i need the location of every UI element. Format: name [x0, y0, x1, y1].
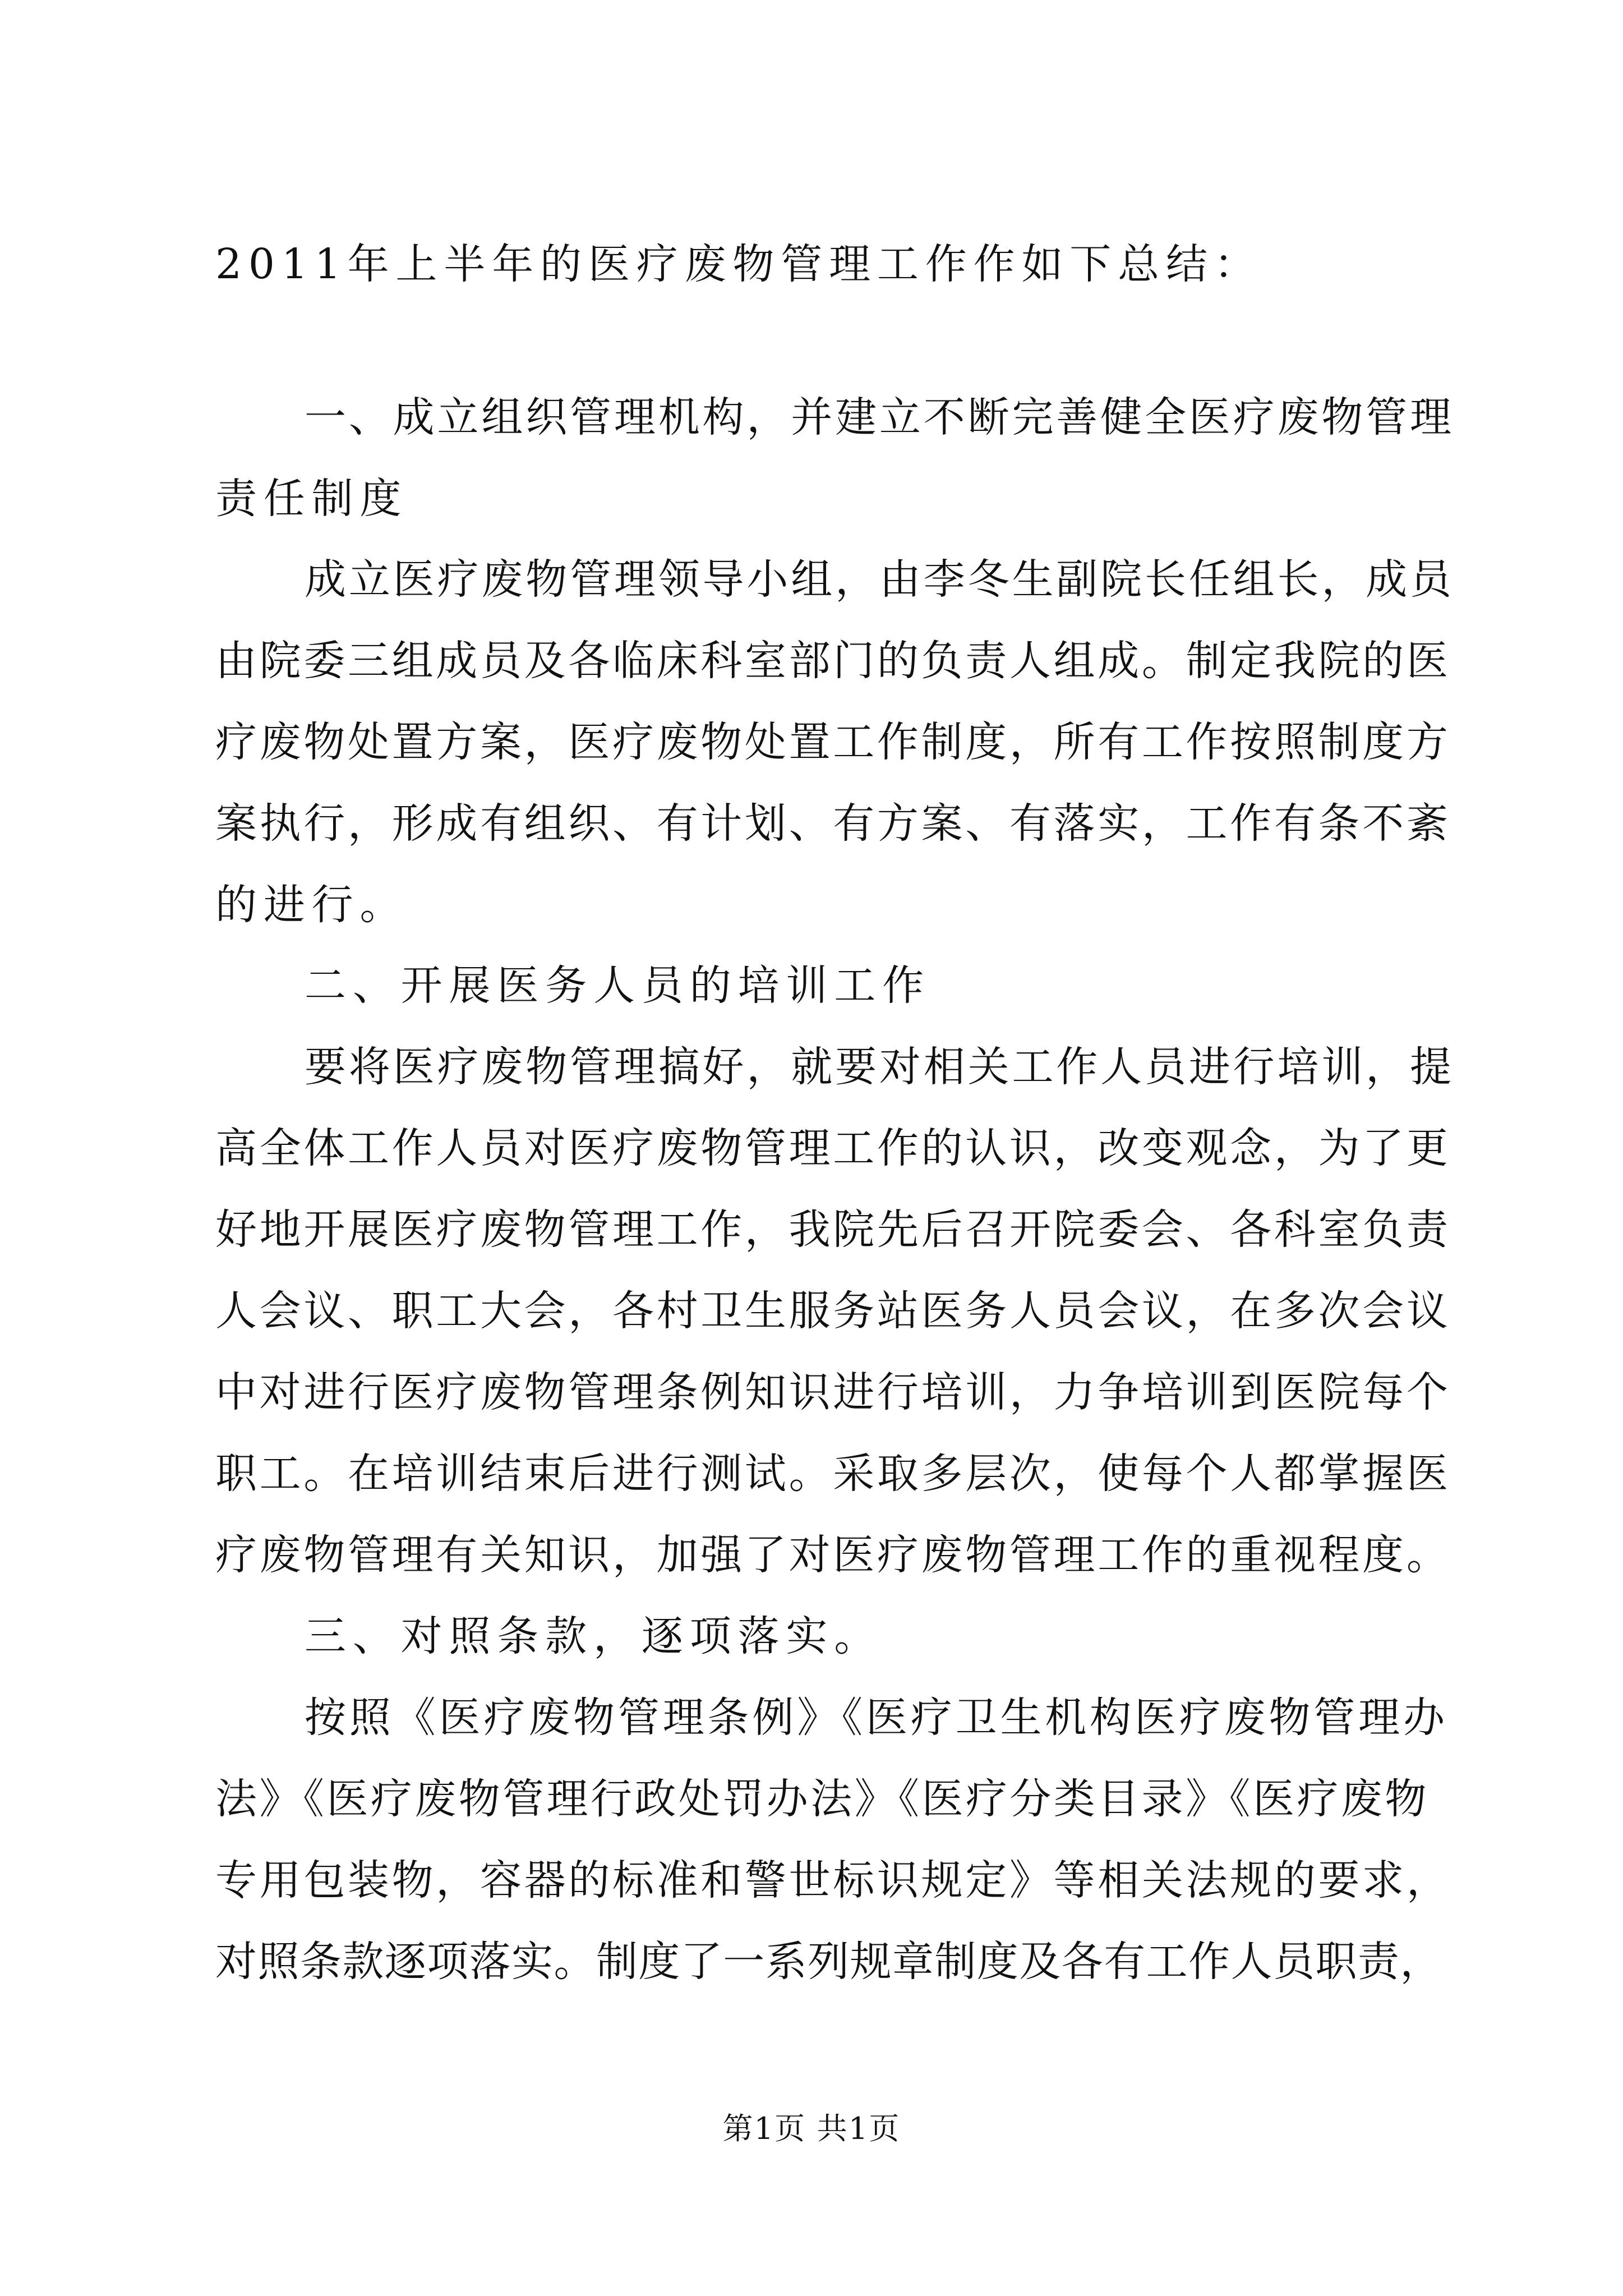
text-line: 由院委三组成员及各临床科室部门的负责人组成。制定我院的医 — [215, 637, 1451, 685]
text-line: 案执行，形成有组织、有计划、有方案、有落实，工作有条不紊 — [215, 799, 1451, 848]
text-line: 职工。在培训结束后进行测试。采取多层次，使每个人都掌握医 — [215, 1450, 1451, 1498]
text-line: 成立医疗废物管理领导小组，由李冬生副院长任组长，成员 — [305, 555, 1454, 604]
text-line: 人会议、职工大会，各村卫生服务站医务人员会议，在多次会议 — [215, 1287, 1451, 1335]
text-line: 疗废物处置方案，医疗废物处置工作制度，所有工作按照制度方 — [215, 718, 1451, 766]
section-heading: 三、对照条款，逐项落实。 — [305, 1612, 883, 1660]
section-heading: 一、成立组织管理机构，并建立不断完善健全医疗废物管理 — [305, 393, 1454, 441]
text-line: 法》《医疗废物管理行政处罚办法》《医疗分类目录》《医疗废物 — [215, 1775, 1429, 1823]
text-line: 疗废物管理有关知识，加强了对医疗废物管理工作的重视程度。 — [215, 1531, 1451, 1579]
page-footer: 第1页 共1页 — [722, 2111, 901, 2146]
text-line: 按照《医疗废物管理条例》《医疗卫生机构医疗废物管理办 — [305, 1694, 1448, 1742]
text-line: 中对进行医疗废物管理条例知识进行培训，力争培训到医院每个 — [215, 1368, 1451, 1416]
section-heading-continued: 责任制度 — [215, 475, 408, 523]
text-line: 2011年上半年的医疗废物管理工作作如下总结： — [215, 240, 1262, 288]
text-line: 对照条款逐项落实。制度了一系列规章制度及各有工作人员职责， — [215, 1938, 1442, 1986]
text-line: 好地开展医疗废物管理工作，我院先后召开院委会、各科室负责 — [215, 1205, 1451, 1254]
text-line: 专用包装物，容器的标准和警世标识规定》等相关法规的要求， — [215, 1856, 1451, 1904]
text-line: 要将医疗废物管理搞好，就要对相关工作人员进行培训，提 — [305, 1043, 1454, 1091]
text-line: 的进行。 — [215, 881, 408, 929]
section-heading: 二、开展医务人员的培训工作 — [305, 961, 930, 1010]
text-line: 高全体工作人员对医疗废物管理工作的认识，改变观念，为了更 — [215, 1124, 1451, 1172]
